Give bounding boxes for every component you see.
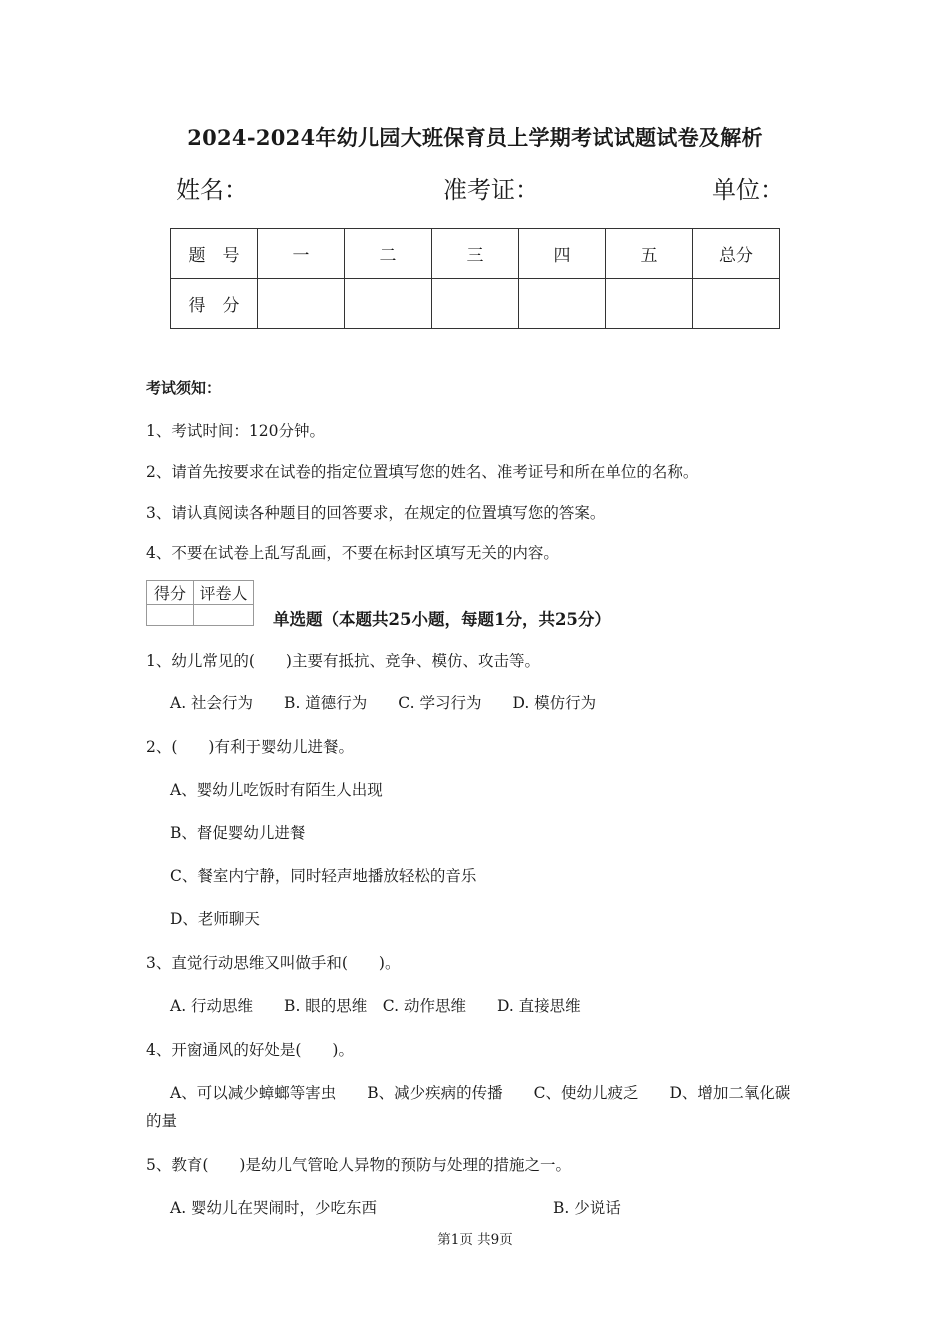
question-1: 1、幼儿常见的( )主要有抵抗、竞争、模仿、攻击等。 [146,652,540,670]
grader-box [146,580,254,626]
notice-heading: 考试须知： [146,379,222,397]
exam-id-field-label: 准考证： [443,176,539,204]
score-col-3: 三 [432,229,519,279]
grader-name-label: 评卷人 [194,581,254,605]
question-3: 3、直觉行动思维又叫做手和( )。 [146,954,401,972]
question-2-option-d: D、老师聊天 [170,910,260,928]
score-col-2: 二 [345,229,432,279]
grader-score-cell [147,605,194,626]
score-cell-total [693,279,780,329]
question-5-option-a: A. 婴幼儿在哭闹时，少吃东西 [170,1199,378,1217]
score-col-5: 五 [606,229,693,279]
section-title: 单选题（本题共25小题，每题1分，共25分） [273,610,611,629]
question-2-option-b: B、督促婴幼儿进餐 [170,824,306,842]
notice-item-1: 1、考试时间：120分钟。 [146,422,325,440]
score-cell-2 [345,279,432,329]
score-col-4: 四 [519,229,606,279]
page-footer: 第1页 共9页 [437,1232,513,1248]
question-5-option-b: B. 少说话 [553,1199,621,1217]
question-2: 2、( )有利于婴幼儿进餐。 [146,738,354,756]
score-row-label: 得 分 [171,279,258,329]
grader-name-cell [194,605,254,626]
notice-item-3: 3、请认真阅读各种题目的回答要求，在规定的位置填写您的答案。 [146,504,606,522]
score-cell-4 [519,279,606,329]
score-table-score-row [171,279,780,329]
score-table [170,228,780,329]
question-2-option-c: C、餐室内宁静，同时轻声地播放轻松的音乐 [170,867,477,885]
score-cell-5 [606,279,693,329]
unit-field-label: 单位： [712,176,784,204]
notice-item-2: 2、请首先按要求在试卷的指定位置填写您的姓名、准考证号和所在单位的名称。 [146,463,699,481]
name-field-label: 姓名： [176,176,248,204]
score-cell-1 [258,279,345,329]
question-3-options: A. 行动思维 B. 眼的思维 C. 动作思维 D. 直接思维 [170,997,581,1015]
question-4-options: A、可以减少蟑螂等害虫 B、减少疾病的传播 C、使幼儿疲乏 D、增加二氧化碳 [170,1084,791,1102]
question-5: 5、教育( )是幼儿气管呛人异物的预防与处理的措施之一。 [146,1156,571,1174]
score-cell-3 [432,279,519,329]
question-1-options: A. 社会行为 B. 道德行为 C. 学习行为 D. 模仿行为 [170,694,597,712]
notice-item-4: 4、不要在试卷上乱写乱画，不要在标封区填写无关的内容。 [146,544,559,562]
question-4-options-wrap: 的量 [146,1112,178,1130]
grader-score-label: 得分 [147,581,194,605]
score-header-label: 题 号 [171,229,258,279]
question-4: 4、开窗通风的好处是( )。 [146,1041,354,1059]
score-col-total: 总分 [693,229,780,279]
score-table-header-row [171,229,780,279]
score-col-1: 一 [258,229,345,279]
question-2-option-a: A、婴幼儿吃饭时有陌生人出现 [170,781,383,799]
document-title: 2024-2024年幼儿园大班保育员上学期考试试题试卷及解析 [187,125,763,150]
